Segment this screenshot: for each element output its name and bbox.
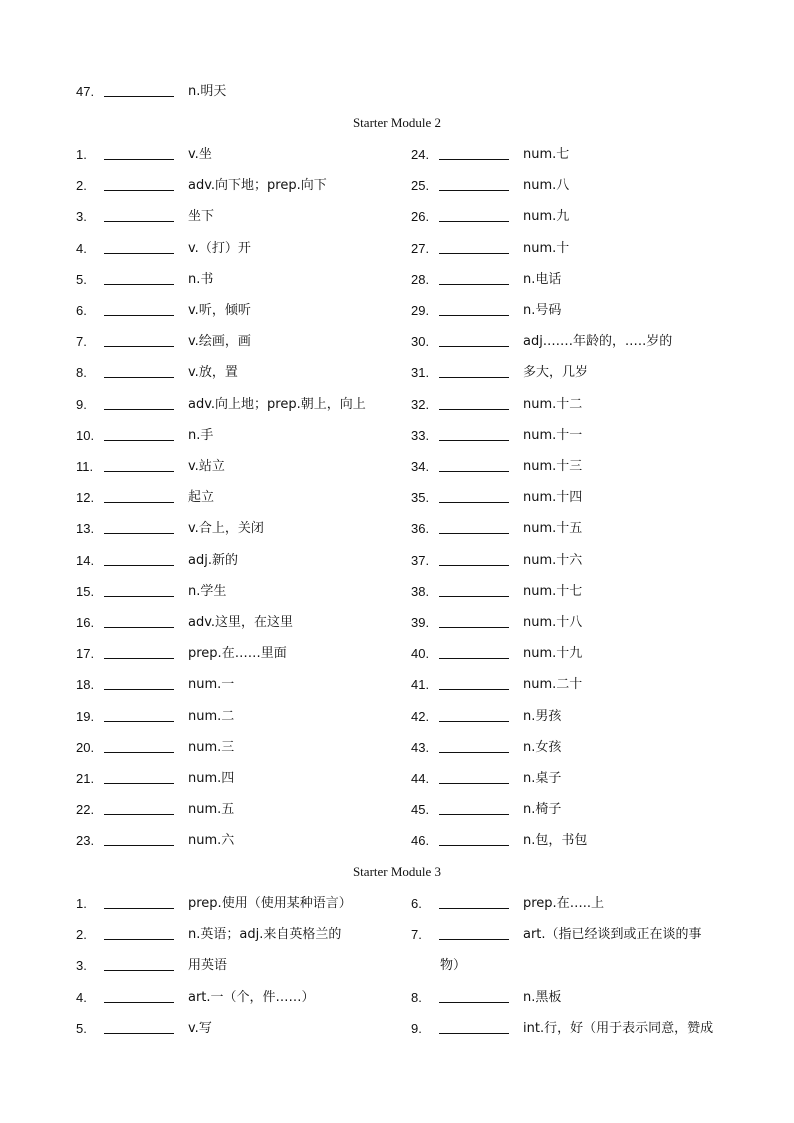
item-definition: num.七 [523, 147, 570, 162]
item-definition: n.手 [188, 428, 214, 443]
item-number: 29. [411, 303, 430, 318]
answer-blank[interactable] [439, 253, 509, 254]
item-definition: n.学生 [188, 584, 227, 599]
item-definition: prep.在……里面 [188, 646, 287, 661]
answer-blank[interactable] [439, 377, 509, 378]
answer-blank[interactable] [439, 346, 509, 347]
item-number: 36. [411, 521, 430, 536]
item-definition: v.绘画，画 [188, 334, 251, 349]
answer-blank[interactable] [104, 533, 174, 534]
answer-blank[interactable] [439, 939, 509, 940]
answer-blank[interactable] [104, 1033, 174, 1034]
item-definition: n.明天 [188, 84, 227, 99]
item-definition: 用英语 [188, 958, 228, 973]
item-definition: v.坐 [188, 147, 212, 162]
answer-blank[interactable] [439, 533, 509, 534]
item-definition-continued: 物） [440, 958, 467, 973]
answer-blank[interactable] [104, 752, 174, 753]
item-number: 9. [76, 397, 87, 412]
item-definition: num.二十 [523, 677, 583, 692]
item-definition: n.桌子 [523, 771, 562, 786]
item-definition: num.十四 [523, 490, 583, 505]
item-definition: n.电话 [523, 272, 562, 287]
item-number: 4. [76, 241, 87, 256]
answer-blank[interactable] [104, 440, 174, 441]
answer-blank[interactable] [439, 658, 509, 659]
item-number: 35. [411, 490, 430, 505]
answer-blank[interactable] [104, 346, 174, 347]
item-definition: num.二 [188, 709, 235, 724]
answer-blank[interactable] [104, 409, 174, 410]
item-definition: int.行，好（用于表示同意，赞成 [523, 1021, 714, 1036]
answer-blank[interactable] [439, 565, 509, 566]
item-number: 33. [411, 428, 430, 443]
item-number: 32. [411, 397, 430, 412]
item-definition: n.椅子 [523, 802, 562, 817]
item-number: 12. [76, 490, 95, 505]
item-definition: n.男孩 [523, 709, 562, 724]
answer-blank[interactable] [104, 96, 174, 97]
item-definition: num.十一 [523, 428, 583, 443]
item-definition: v.写 [188, 1021, 212, 1036]
answer-blank[interactable] [104, 1002, 174, 1003]
item-definition: num.十三 [523, 459, 583, 474]
item-number: 39. [411, 615, 430, 630]
item-definition: v.合上，关闭 [188, 521, 264, 536]
item-number: 27. [411, 241, 430, 256]
item-number: 8. [411, 990, 422, 1005]
item-definition: adv.向下地；prep.向下 [188, 178, 327, 193]
item-number: 15. [76, 584, 95, 599]
item-definition: num.十五 [523, 521, 583, 536]
answer-blank[interactable] [439, 1002, 509, 1003]
item-number: 1. [76, 147, 87, 162]
answer-blank[interactable] [439, 409, 509, 410]
item-number: 25. [411, 178, 430, 193]
item-number: 5. [76, 1021, 87, 1036]
item-definition: 多大，几岁 [523, 365, 589, 380]
item-definition: num.十八 [523, 615, 583, 630]
item-number: 7. [76, 334, 87, 349]
answer-blank[interactable] [104, 970, 174, 971]
item-number: 1. [76, 896, 87, 911]
item-number: 44. [411, 771, 430, 786]
section-title-module-2: Starter Module 2 [352, 115, 442, 130]
item-definition: num.四 [188, 771, 235, 786]
answer-blank[interactable] [439, 721, 509, 722]
item-definition: n.书 [188, 272, 214, 287]
item-number: 4. [76, 990, 87, 1005]
item-definition: prep.在…..上 [523, 896, 604, 911]
answer-blank[interactable] [104, 502, 174, 503]
item-definition: v.放，置 [188, 365, 238, 380]
item-definition: num.十二 [523, 397, 583, 412]
item-number: 20. [76, 740, 95, 755]
answer-blank[interactable] [104, 939, 174, 940]
answer-blank[interactable] [439, 783, 509, 784]
item-definition: num.八 [523, 178, 570, 193]
item-number: 46. [411, 833, 430, 848]
answer-blank[interactable] [104, 315, 174, 316]
answer-blank[interactable] [439, 689, 509, 690]
answer-blank[interactable] [104, 159, 174, 160]
item-number: 10. [76, 428, 95, 443]
item-definition: num.三 [188, 740, 235, 755]
answer-blank[interactable] [104, 845, 174, 846]
item-number: 17. [76, 646, 95, 661]
item-number: 21. [76, 771, 95, 786]
answer-blank[interactable] [439, 845, 509, 846]
answer-blank[interactable] [104, 221, 174, 222]
answer-blank[interactable] [104, 689, 174, 690]
answer-blank[interactable] [104, 284, 174, 285]
item-number: 6. [411, 896, 422, 911]
item-number: 41. [411, 677, 430, 692]
item-number: 9. [411, 1021, 422, 1036]
answer-blank[interactable] [439, 814, 509, 815]
item-number: 11. [76, 459, 94, 474]
item-number: 7. [411, 927, 422, 942]
answer-blank[interactable] [439, 315, 509, 316]
item-definition: adv.这里，在这里 [188, 615, 294, 630]
item-definition: 起立 [188, 490, 215, 505]
item-definition: n.包，书包 [523, 833, 588, 848]
answer-blank[interactable] [104, 596, 174, 597]
answer-blank[interactable] [439, 908, 509, 909]
item-definition: num.十六 [523, 553, 583, 568]
answer-blank[interactable] [439, 1033, 509, 1034]
answer-blank[interactable] [439, 221, 509, 222]
item-number: 18. [76, 677, 95, 692]
item-number: 22. [76, 802, 95, 817]
item-number: 3. [76, 209, 87, 224]
item-definition: n.黑板 [523, 990, 562, 1005]
item-definition: v.（打）开 [188, 241, 251, 256]
item-number: 24. [411, 147, 430, 162]
item-definition: adv.向上地；prep.朝上，向上 [188, 397, 366, 412]
answer-blank[interactable] [439, 284, 509, 285]
item-number: 30. [411, 334, 430, 349]
item-number: 40. [411, 646, 430, 661]
item-definition: art.（指已经谈到或正在谈的事 [523, 927, 702, 942]
answer-blank[interactable] [104, 814, 174, 815]
answer-blank[interactable] [439, 502, 509, 503]
answer-blank[interactable] [104, 721, 174, 722]
answer-blank[interactable] [104, 253, 174, 254]
item-number: 26. [411, 209, 430, 224]
item-definition: adj.……年龄的，.….岁的 [523, 334, 673, 349]
item-definition: prep.使用（使用某种语言） [188, 896, 352, 911]
item-number: 43. [411, 740, 430, 755]
item-definition: num.十九 [523, 646, 583, 661]
item-definition: n.女孩 [523, 740, 562, 755]
item-number: 37. [411, 553, 430, 568]
answer-blank[interactable] [439, 190, 509, 191]
answer-blank[interactable] [104, 377, 174, 378]
item-definition: n.英语；adj.来自英格兰的 [188, 927, 342, 942]
answer-blank[interactable] [439, 596, 509, 597]
answer-blank[interactable] [439, 440, 509, 441]
item-definition: art.一（个，件……） [188, 990, 315, 1005]
item-definition: num.六 [188, 833, 235, 848]
answer-blank[interactable] [104, 565, 174, 566]
item-number: 16. [76, 615, 95, 630]
item-number: 19. [76, 709, 95, 724]
item-definition: adj.新的 [188, 553, 238, 568]
answer-blank[interactable] [104, 471, 174, 472]
answer-blank[interactable] [439, 159, 509, 160]
item-definition: n.号码 [523, 303, 562, 318]
item-number: 13. [76, 521, 95, 536]
item-number: 31. [411, 365, 430, 380]
item-number: 23. [76, 833, 95, 848]
item-number: 3. [76, 958, 87, 973]
item-definition: num.十七 [523, 584, 583, 599]
item-definition: 坐下 [188, 209, 215, 224]
item-definition: num.十 [523, 241, 570, 256]
section-title-module-3: Starter Module 3 [352, 864, 442, 879]
answer-blank[interactable] [104, 658, 174, 659]
item-definition: v.站立 [188, 459, 225, 474]
item-number: 34. [411, 459, 430, 474]
answer-blank[interactable] [104, 627, 174, 628]
item-number: 47. [76, 84, 95, 99]
item-definition: num.五 [188, 802, 235, 817]
item-number: 14. [76, 553, 95, 568]
answer-blank[interactable] [104, 908, 174, 909]
item-definition: num.九 [523, 209, 570, 224]
item-definition: num.一 [188, 677, 235, 692]
item-number: 42. [411, 709, 430, 724]
item-number: 2. [76, 927, 87, 942]
answer-blank[interactable] [439, 471, 509, 472]
item-number: 45. [411, 802, 430, 817]
item-number: 5. [76, 272, 87, 287]
item-number: 8. [76, 365, 87, 380]
item-number: 28. [411, 272, 430, 287]
item-number: 2. [76, 178, 87, 193]
item-definition: v.听，倾听 [188, 303, 251, 318]
answer-blank[interactable] [104, 190, 174, 191]
item-number: 6. [76, 303, 87, 318]
answer-blank[interactable] [104, 783, 174, 784]
item-number: 38. [411, 584, 430, 599]
answer-blank[interactable] [439, 752, 509, 753]
answer-blank[interactable] [439, 627, 509, 628]
